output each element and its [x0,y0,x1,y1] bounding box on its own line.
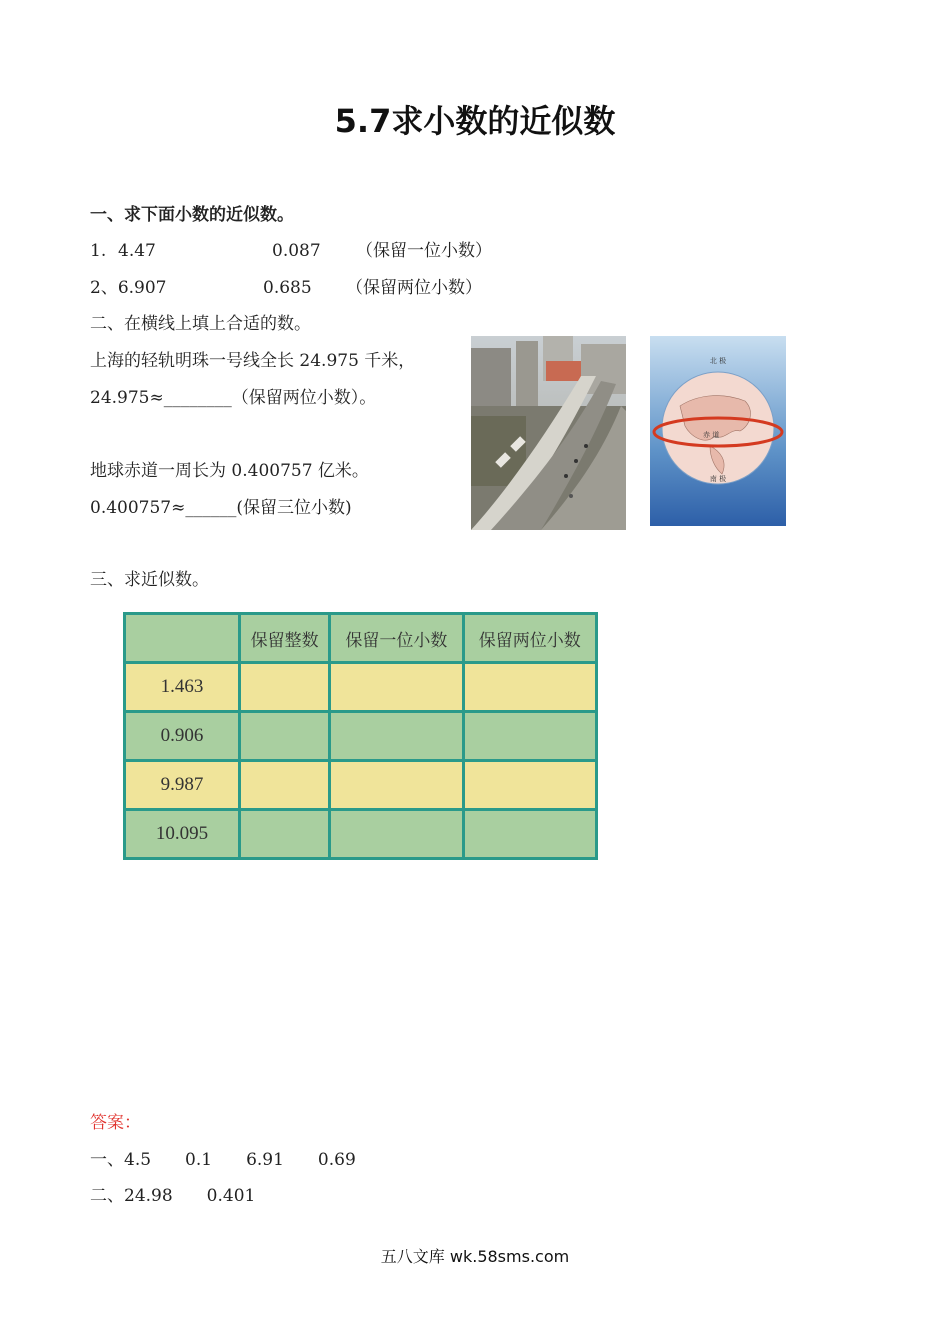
answer-cell[interactable] [330,663,463,712]
table-header-cell [125,614,240,663]
answer-cell[interactable] [240,663,330,712]
answer-cell[interactable] [463,810,596,859]
globe-south-label: 南 极 [709,475,727,483]
globe-north-label: 北 极 [709,357,727,365]
light-rail-photo [471,336,626,530]
q1-value-a: 4.47 [118,241,156,261]
answer-cell[interactable] [463,663,596,712]
answer-cell[interactable] [330,761,463,810]
answers-label: 答案： [90,1113,141,1133]
answer-cell[interactable] [240,761,330,810]
table-header-cell: 保留一位小数 [330,614,463,663]
table-row [125,663,597,712]
section3-heading: 三、求近似数。 [90,570,209,590]
answers-line-2: 二、24.98 0.401 [90,1186,256,1206]
q1-value-b: 0.087 [272,241,321,261]
table-row [125,712,597,761]
answer-cell[interactable] [463,761,596,810]
section1-heading: 一、求下面小数的近似数。 [90,205,294,225]
table-row [125,761,597,810]
answer-cell[interactable] [240,810,330,859]
answers-line-1: 一、4.5 0.1 6.91 0.69 [90,1150,356,1170]
answer-cell[interactable] [330,810,463,859]
q2-note: （保留两位小数） [346,278,482,298]
table-header-cell: 保留两位小数 [463,614,596,663]
q1-prefix: 1. [90,241,107,261]
q1-note: （保留一位小数） [356,241,492,261]
globe-equator-label: 赤 道 [703,431,720,439]
globe-picture [650,336,786,526]
section2-heading: 二、在横线上填上合适的数。 [90,314,311,334]
footer-watermark: 五八文库 wk.58sms.com [380,1247,570,1266]
table-row-value: 1.463 [125,663,240,712]
q2-value-b: 0.685 [263,278,312,298]
table-row [125,810,597,859]
table-row-value: 0.906 [125,712,240,761]
section2-text-3: 地球赤道一周长为 0.400757 亿米。 [90,461,369,481]
table-header-row [125,614,597,663]
section2-text-1: 上海的轻轨明珠一号线全长 24.975 千米， [90,351,416,371]
q2-prefix: 2、6.907 [90,278,167,298]
table-row-value: 9.987 [125,761,240,810]
section2-text-4: 0.400757≈______(保留三位小数) [90,498,352,518]
section2-text-2: 24.975≈________（保留两位小数）。 [90,388,377,408]
answer-cell[interactable] [463,712,596,761]
table-header-cell: 保留整数 [240,614,330,663]
approximation-table [123,612,598,860]
table-row-value: 10.095 [125,810,240,859]
answer-cell[interactable] [330,712,463,761]
answer-cell[interactable] [240,712,330,761]
page-title: 5.7求小数的近似数 [334,102,616,140]
